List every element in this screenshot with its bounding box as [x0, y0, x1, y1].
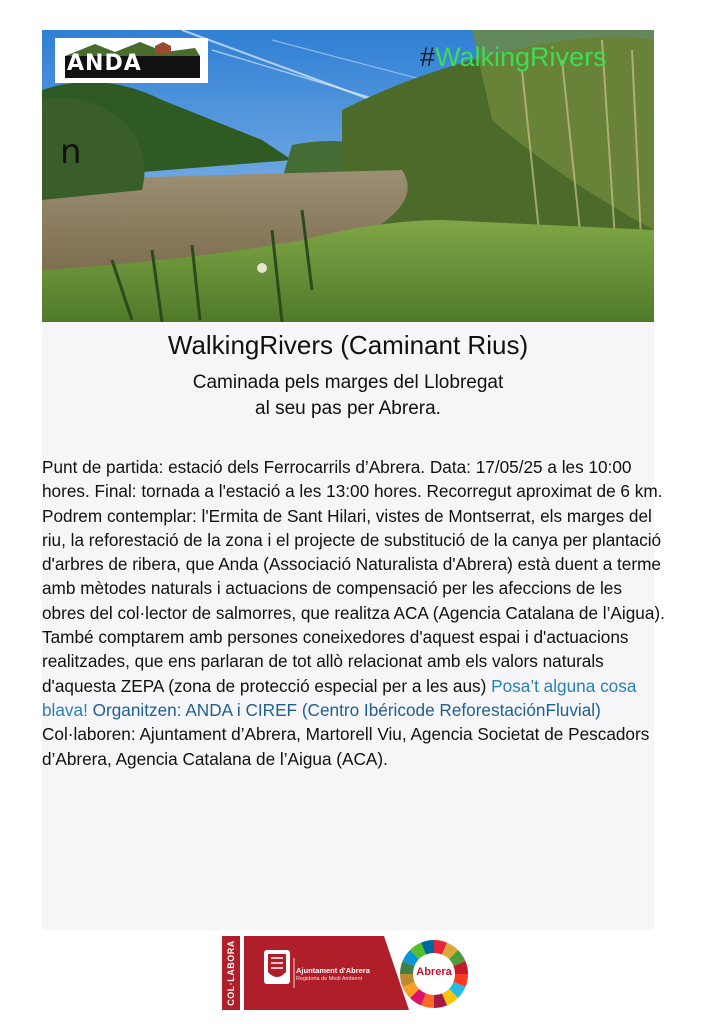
subtitle-line-2: al seu pas per Abrera. [255, 398, 441, 419]
corner-glyph: n [60, 132, 82, 172]
sdg-label: Abrera [416, 966, 452, 978]
hashtag [420, 42, 607, 73]
anda-logo [55, 38, 208, 83]
colabora-band [222, 936, 240, 1010]
ajuntament-logo [244, 936, 409, 1010]
ajuntament-name: Ajuntament d'Abrera [296, 966, 370, 975]
ajuntament-subtitle: Regidoria de Medi Ambient [296, 976, 363, 982]
colabora-label: COL·LABORA [226, 940, 236, 1006]
logo-text: ANDA [67, 51, 142, 76]
subtitle [42, 370, 654, 422]
placeholder-text: Posa’t alguna cosa blava! [42, 675, 637, 720]
collaborators-text: Col·laboren: Ajuntament d’Abrera, Martorell Viu, Agencia Societat de Pescadors d’Abrera, Agencia Catalana de l’Aigua (ACA). [42, 724, 650, 769]
event-description [42, 455, 668, 771]
hashtag-word: WalkingRivers [435, 42, 607, 72]
hashtag-symbol: # [420, 42, 436, 72]
page-title: WalkingRivers (Caminant Rius) [167, 330, 529, 360]
description-main: Punt de partida: estació dels Ferrocarrils d’Abrera. Data: 17/05/25 a les 10:00 hores. Final: tornada a l'estació a les 13:00 hores. Recorregut aproximat de 6 km. Podrem contemplar: l'Ermita de Sant Hilari, vistes de Montserrat, els marges del riu, la reforestació de la zona i el projecte de substitució de la canya per plantació d'arbres de ribera, que Anda (Associació Naturalista d'Abrera) està duent a terme amb mètodes naturals i actuacions de compensació per les afeccions de les obres del col·lector de salmorres, que realitza ACA (Agencia Catalana de l’Aigua). També comptarem amb persones coneixedores d'aquest espai i d'actuacions realitzades, que ens parlaran de tot allò relacionat amb els valors naturals d'aquesta ZEPA (zona de protecció especial per a les aus) [42, 457, 665, 696]
subtitle-line-1: Caminada pels marges del Llobregat [192, 372, 504, 393]
organizers-text: Organitzen: ANDA i CIREF (Centro Ibéricode ReforestaciónFluvial) [87, 699, 601, 720]
sdg-logo [398, 938, 470, 1010]
